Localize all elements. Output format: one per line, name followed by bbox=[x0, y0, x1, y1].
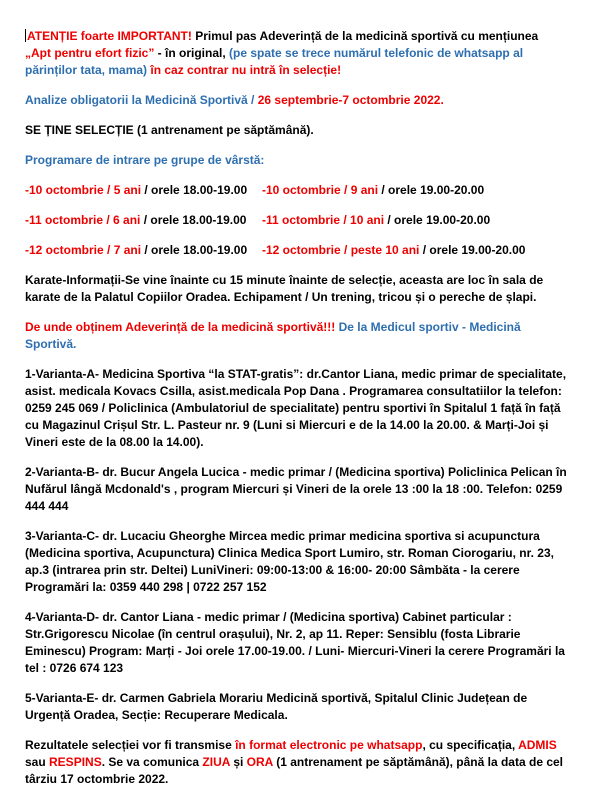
varianta-a: 1-Varianta-A- Medicina Sportiva “la STAT-gratis”: dr.Cantor Liana, medic primar de specialitate, asist. medicala Kovacs Csilla, asist.medicala Pop Dana . Programarea consultatiilor la telefon: 0259 245 069 / Policlinica (Ambulatoriul de specialitate) pentru sportivi în Spitalul 1 față în față cu Magazinul Crișul Str. L. Pasteur nr. 9 (Luni si Miercuri e de la 14.00 la 20.00. & Marți-Joi și Vineri este de la 08.00 la 14.00). bbox=[25, 367, 567, 449]
document-body bbox=[25, 28, 567, 788]
schedule-time: / orele 18.00-19.00 bbox=[141, 243, 248, 257]
rezultate-text: sau bbox=[25, 755, 50, 769]
obtinem-question: De unde obținem Adeverință de la medicină sportivă!!! bbox=[25, 320, 336, 334]
schedule-time: / orele 18.00-19.00 bbox=[140, 213, 247, 227]
schedule-date: -11 octombrie / 10 ani bbox=[262, 213, 385, 227]
schedule-left bbox=[25, 182, 262, 199]
selectie-line: SE ȚINE SELECȚIE (1 antrenament pe săptămână). bbox=[25, 123, 314, 137]
schedule-row bbox=[25, 242, 567, 259]
rezultate-format: în format electronic pe whatsapp bbox=[235, 738, 423, 752]
varianta-d: 4-Varianta-D- dr. Cantor Liana - medic primar / (Medicina sportiva) Cabinet particular : Str.Grigorescu Nicolae (în centrul orașului), Nr. 2, ap 11. Reper: Sensiblu (fosta Librarie Eminescu) Program: Marți - Joi orele 17.00-19.00. / Luni- Miercuri-Vineri la cerere Programări la tel : 0726 674 123 bbox=[25, 610, 565, 675]
rezultate-paragraph bbox=[25, 737, 567, 788]
schedule-time: / orele 19.00-20.00 bbox=[378, 183, 485, 197]
intro-text-2: - în original, bbox=[154, 46, 229, 60]
varianta-e: 5-Varianta-E- dr. Carmen Gabriela Morariu Medicină sportivă, Spitalul Clinic Județean de Urgență Oradea, Secție: Recuperare Medicala. bbox=[25, 691, 528, 722]
schedule-time: / orele 19.00-20.00 bbox=[419, 243, 526, 257]
schedule-time: / orele 19.00-20.00 bbox=[384, 213, 491, 227]
intro-warning: în caz contrar nu intră în selecție! bbox=[147, 63, 342, 77]
schedule-right bbox=[262, 242, 567, 259]
obtinem-answer: De la Medicul sportiv - Medicină Sportivă. bbox=[25, 320, 521, 351]
varianta-c: 3-Varianta-C- dr. Lucaciu Gheorghe Mircea medic primar medicina sportiva si acupunctura (Medicina sportiva, Acupunctura) Clinica Medica Sport Lumiro, str. Roman Ciorogariu, nr. 23, ap.3 (intrarea prin str. Deltei) LuniVineri: 09:00-13:00 & 16:00- 20:00 Sâmbăta - la cerere Programări la: 0359 440 298 | 0722 257 152 bbox=[25, 529, 554, 594]
intro-whatsapp-note: (pe spate se trece numărul telefonic de whatsapp al părinților tata, mama) bbox=[25, 46, 524, 77]
intro-quote: „Apt pentru efort fizic” bbox=[25, 46, 155, 60]
rezultate-text: (1 antrenament pe săptămână), până la data de cel târziu 17 octombrie 2022. bbox=[25, 755, 564, 786]
schedule-time: / orele 18.00-19.00 bbox=[141, 183, 248, 197]
obtinem-line bbox=[25, 319, 567, 353]
varianta-b: 2-Varianta-B- dr. Bucur Angela Lucica - medic primar / (Medicina sportiva) Policlinica Pelican în Nufărul lângă Mcdonald's , program Miercuri și Vineri de la orele 13 :00 la 18 :00. Telefon: 0259 444 444 bbox=[25, 465, 567, 513]
schedule-date: -10 octombrie / 9 ani bbox=[262, 183, 379, 197]
rezultate-text: și bbox=[229, 755, 247, 769]
intro-text-1: Primul pas Adeverință de la medicină sportivă cu mențiunea bbox=[191, 29, 539, 43]
schedule-left bbox=[25, 212, 262, 229]
schedule-left bbox=[25, 242, 262, 259]
schedule-date: -12 octombrie / 7 ani bbox=[25, 243, 142, 257]
schedule-row bbox=[25, 212, 567, 229]
analize-text: Analize obligatorii la Medicină Sportivă / bbox=[25, 93, 258, 107]
rezultate-admis: ADMIS bbox=[518, 738, 557, 752]
intro-paragraph bbox=[25, 28, 567, 79]
attention-label: ATENȚIE foarte IMPORTANT! bbox=[27, 29, 192, 43]
text-cursor bbox=[25, 29, 26, 42]
rezultate-text: , cu specificația, bbox=[422, 738, 519, 752]
analize-dates: 26 septembrie-7 octombrie 2022. bbox=[257, 93, 444, 107]
schedule-right bbox=[262, 212, 567, 229]
programare-title: Programare de intrare pe grupe de vârstă: bbox=[25, 153, 265, 167]
rezultate-ora: ORA bbox=[246, 755, 273, 769]
analize-line bbox=[25, 92, 567, 109]
schedule-date: -11 octombrie / 6 ani bbox=[25, 213, 141, 227]
schedule-row bbox=[25, 182, 567, 199]
karate-info: Karate-Informații-Se vine înainte cu 15 minute înainte de selecție, aceasta are loc în sala de karate de la Palatul Copiilor Oradea. Echipament / Un trening, tricou și o pereche de șlapi. bbox=[25, 273, 544, 304]
rezultate-respins: RESPINS bbox=[49, 755, 102, 769]
schedule-date: -10 octombrie / 5 ani bbox=[25, 183, 142, 197]
schedule-date: -12 octombrie / peste 10 ani bbox=[262, 243, 420, 257]
rezultate-text: Rezultatele selecției vor fi transmise bbox=[25, 738, 236, 752]
rezultate-text: . Se va comunica bbox=[101, 755, 203, 769]
schedule-right bbox=[262, 182, 567, 199]
rezultate-ziua: ZIUA bbox=[202, 755, 230, 769]
